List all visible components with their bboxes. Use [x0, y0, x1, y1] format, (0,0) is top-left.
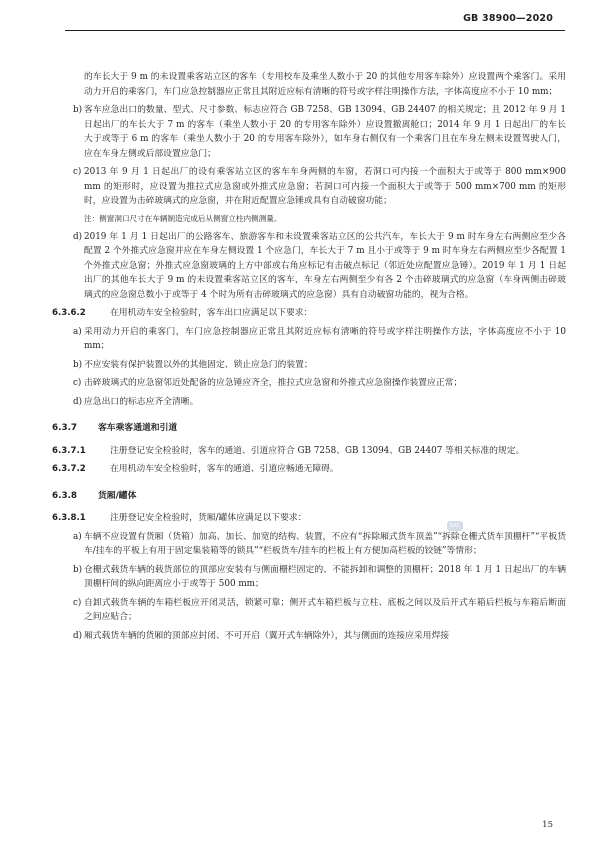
clause-text: 在用机动车安全检验时，客车的通道、引道应畅通无障碍。 [110, 464, 339, 474]
clause-6-3-6-2 [52, 306, 566, 321]
section-heading [52, 421, 566, 436]
list-item [52, 230, 566, 303]
item-text: 厢式载货车辆的货厢的顶部应封闭、不可开启（翼开式车辆除外），其与侧面的连接应采用焊接 [84, 630, 450, 641]
section-title: 客车乘客通道和引道 [98, 423, 178, 433]
list-item [52, 325, 566, 354]
list-item [52, 395, 566, 410]
continued-paragraph: 的车长大于 9 m 的未设置乘客站立区的客车（专用校车及乘坐人数小于 20 的其他专用客车除外）应设置两个乘客门。采用动力开启的乘客门，车门应急控制器应正常且其附近应标有清晰的符号或字样注明操作方法，字体高度应不小于 10 mm； [84, 72, 566, 97]
item-label: b) [73, 359, 83, 370]
item-text: 应急出口的标志应齐全清晰。 [84, 396, 199, 407]
list-item [52, 358, 566, 373]
list-item [52, 596, 566, 625]
watermark-stamp: SAC [447, 521, 463, 531]
list-item [52, 103, 566, 161]
list-item [52, 165, 566, 209]
clause-number: 6.3.7.1 [52, 445, 86, 456]
item-text: 击碎玻璃式的应急窗邻近处配备的应急锤应齐全，推拉式应急窗和外推式应急窗操作装置应正常； [84, 378, 463, 388]
item-text: 2013 年 9 月 1 日起出厂的设有乘客站立区的客车车身两侧的车窗，若洞口可内接一个面积大于或等于 800 mm×900 mm 的矩形时，应设置为推拉式应急窗或外推式应急窗；若洞口可内接一个面积大于或等于 500 mm×700 mm 的矩形时，应设置为击碎玻璃式的应急窗，并在附近配置应急锤或具有自动破窗功能； [84, 167, 566, 206]
item-text: 客车应急出口的数量、型式、尺寸参数、标志应符合 GB 7258、GB 13094、GB 24407 的相关规定；且 2012 年 9 月 1 日起出厂的车长大于 7 m 的客车（乘坐人数小于 20 的专用客车除外）应设置撤离舱口；2014 年 9 月 1 日起出厂的车长大于或等于 6 m 的客车（乘坐人数小于 20 的专用客车除外），如车身右侧仅有一个乘客门且在车身左侧未设置驾驶人门，应在车身左侧或后部设置应急门； [84, 105, 566, 159]
item-text: 2019 年 1 月 1 日起出厂的公路客车、旅游客车和未设置乘客站立区的公共汽车，车长大于 9 m 时车身左右两侧应至少各配置 2 个外推式应急窗并应在车身左侧设置 1 个应急门，车长大于 7 m 且小于或等于 9 m 时车身左右两侧应至少各配置 1 个外推式应急窗；外推式应急窗玻璃的上方中部或右角应标记有击破点标记（邻近处应配置应急锤）。2019 年 1 月 1 日起出厂的其他车长大于 9 m 的未设置乘客站立区的客车，车身左右两侧至少有各 2 个击碎玻璃式的应急窗（车身两侧击碎玻璃式的应急窗总数小于或等于 4 个时为所有击碎玻璃式的应急窗）具有自动破窗功能的，视为合格。 [84, 231, 566, 300]
item-text: 仓栅式载货车辆的载货部位的顶部应安装有与侧面栅栏固定的、不能拆卸和调整的顶棚杆；2018 年 1 月 1 日起出厂的车辆顶棚杆间的纵向距离应小于或等于 500 mm； [84, 564, 566, 589]
item-label: b) [73, 564, 83, 575]
list-item [52, 376, 566, 391]
clause-number: 6.3.6.2 [52, 308, 86, 318]
item-text: 自卸式载货车辆的车箱栏板应开闭灵活，锁紧可靠；侧开式车箱栏板与立柱、底板之间以及后开式车箱后栏板与车箱后断面之间应贴合； [84, 597, 566, 622]
item-label: d) [73, 231, 83, 242]
item-label: a) [73, 326, 82, 337]
document-body [52, 70, 566, 647]
clause-intro: 注册登记安全检验时，货厢/罐体应满足以下要求： [110, 513, 307, 523]
item-label: a) [73, 531, 82, 542]
page-number: 15 [542, 820, 553, 830]
item-label: c) [73, 597, 82, 608]
item-label: c) [73, 167, 82, 177]
standard-number: GB 38900—2020 [463, 13, 553, 24]
item-label: d) [73, 630, 83, 641]
clause-number: 6.3.8.1 [52, 513, 86, 523]
clause-6-3-8-1 [52, 511, 566, 526]
item-text: 不应安装有保护装置以外的其他固定、锁止应急门的装置； [84, 359, 313, 370]
clause-text: 注册登记安全检验时，客车的通道、引道应符合 GB 7258、GB 13094、GB 24407 等相关标准的规定。 [110, 445, 525, 456]
list-item [52, 530, 566, 559]
item-text: 车辆不应设置有货厢（货箱）加高、加长、加宽的结构、装置，不应有“拆除厢式货车顶盖”“拆除仓栅式货车顶棚杆”“平板货车/挂车的平板上有用于固定集装箱等的锁具”“栏板货车/挂车的栏板上有方便加高栏板的铰链”等情形； [84, 531, 566, 556]
clause-number: 6.3.7.2 [52, 464, 86, 474]
item-text: 采用动力开启的乘客门，车门应急控制器应正常且其附近应标有清晰的符号或字样注明操作方法，字体高度应不小于 10 mm； [84, 326, 566, 351]
item-label: b) [73, 105, 83, 115]
list-item [52, 629, 566, 644]
item-label: d) [73, 396, 83, 407]
section-title: 货厢/罐体 [98, 490, 137, 501]
item-label: c) [73, 378, 82, 388]
clause-intro: 在用机动车安全检验时，客车出口应满足以下要求： [110, 308, 313, 318]
clause-6-3-7-1 [52, 444, 566, 459]
clause-6-3-7-2 [52, 462, 566, 477]
note: 注：侧窗洞口尺寸在车辆制造完成后从侧窗立柱内侧测量。 [84, 213, 282, 223]
section-number: 6.3.7 [52, 423, 78, 433]
section-heading [52, 489, 566, 504]
section-number: 6.3.8 [52, 490, 78, 501]
list-item [52, 563, 566, 592]
header-rule [65, 30, 565, 31]
